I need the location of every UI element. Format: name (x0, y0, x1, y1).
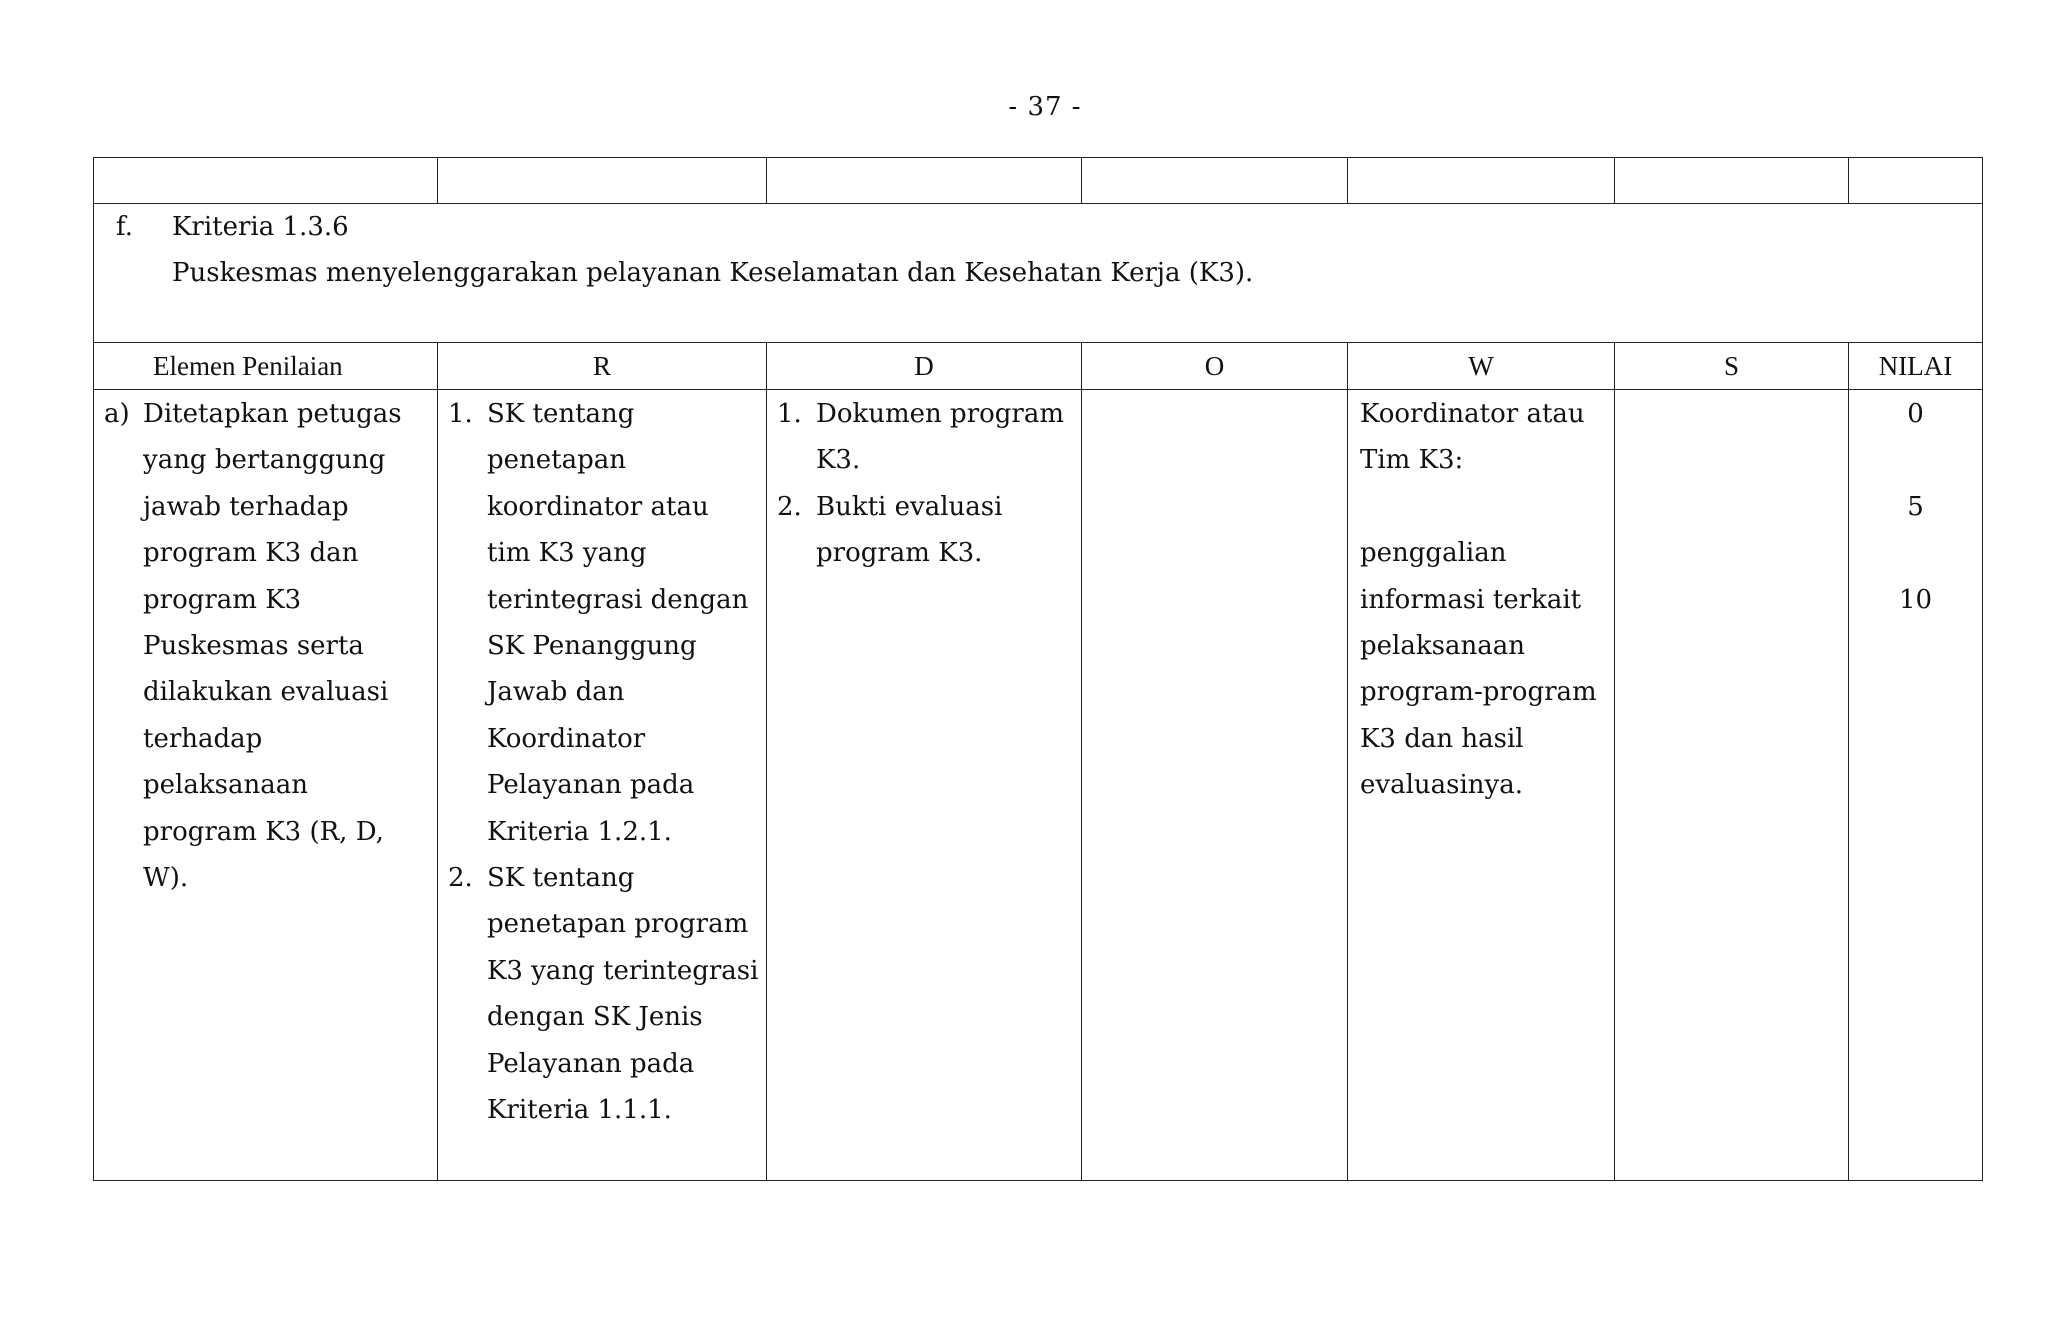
empty-cell (1849, 158, 1983, 204)
text-line: Puskesmas serta (143, 631, 364, 662)
page-number: - 37 - (1008, 92, 1082, 122)
r-cell (438, 390, 767, 1181)
text-line: evaluasinya. (1360, 770, 1523, 801)
header-w: W (1348, 343, 1615, 390)
text-line: Jawab dan (487, 677, 625, 708)
header-d: D (767, 343, 1082, 390)
kriteria-marker: f. (116, 212, 133, 242)
elemen-item (94, 391, 437, 901)
r-item (438, 391, 766, 855)
text-line: K3 dan hasil (1360, 723, 1524, 754)
w-cell (1348, 390, 1615, 1181)
r-item-marker: 2. (448, 863, 473, 894)
text-line: K3. (816, 445, 861, 476)
text-line: informasi terkait (1360, 584, 1582, 615)
empty-header-row (94, 158, 1983, 204)
nilai-value: 5 (1907, 491, 1924, 522)
text-line: W). (143, 863, 189, 894)
d-item-text (816, 484, 1081, 577)
header-elemen: Elemen Penilaian (94, 343, 438, 390)
kriteria-title: Kriteria 1.3.6 (172, 212, 349, 242)
empty-cell (1615, 158, 1849, 204)
text-line: pelaksanaan (143, 770, 308, 801)
r-item-text (487, 391, 766, 855)
empty-cell (438, 158, 767, 204)
s-cell (1615, 390, 1849, 1181)
d-item-marker: 1. (777, 399, 802, 429)
text-line: K3 yang terintegrasi (487, 955, 759, 986)
kriteria-description: Puskesmas menyelenggarakan pelayanan Keselamatan dan Kesehatan Kerja (K3). (172, 258, 1254, 288)
text-line: program K3 dan (143, 538, 359, 569)
text-line: Dokumen program (816, 399, 1065, 429)
empty-cell (1348, 158, 1615, 204)
text-line: Pelayanan pada (487, 770, 695, 801)
text-line: Kriteria 1.1.1. (487, 1095, 672, 1126)
d-cell (767, 390, 1082, 1181)
text-line: program K3 (R, D, (143, 816, 384, 847)
elemen-marker: a) (104, 399, 130, 429)
o-cell (1082, 390, 1348, 1181)
header-s: S (1615, 343, 1849, 390)
empty-cell (767, 158, 1082, 204)
text-line: Tim K3: (1360, 445, 1464, 476)
text-line: terintegrasi dengan (487, 584, 749, 615)
text-line: SK tentang (487, 863, 635, 894)
text-line: tim K3 yang (487, 538, 647, 569)
text-line: dengan SK Jenis (487, 1002, 703, 1033)
text-line: jawab terhadap (143, 491, 349, 522)
text-line: program-program (1360, 677, 1597, 708)
text-line: Ditetapkan petugas (143, 399, 402, 429)
elemen-cell (94, 390, 438, 1181)
blank-line (1360, 484, 1614, 530)
elemen-text (143, 391, 437, 901)
r-item (438, 855, 766, 1133)
empty-cell (94, 158, 438, 204)
d-item (767, 391, 1081, 484)
text-line: dilakukan evaluasi (143, 677, 389, 708)
column-header-row (94, 343, 1983, 390)
text-line: Koordinator atau (1360, 399, 1585, 429)
d-item-text (816, 391, 1081, 484)
text-line: Pelayanan pada (487, 1048, 695, 1079)
kriteria-row (94, 204, 1983, 343)
header-r: R (438, 343, 767, 390)
header-nilai: NILAI (1849, 343, 1983, 390)
d-item (767, 484, 1081, 577)
nilai-cell (1849, 390, 1983, 1181)
content-row (94, 390, 1983, 1181)
nilai-value: 10 (1898, 584, 1933, 615)
text-line: penggalian (1360, 538, 1507, 569)
text-line: program K3 (143, 584, 302, 615)
text-line: Bukti evaluasi (816, 491, 1003, 522)
text-line: penetapan program (487, 909, 749, 940)
d-item-marker: 2. (777, 491, 802, 522)
text-line: Koordinator (487, 723, 646, 754)
text-line: koordinator atau (487, 491, 709, 522)
text-line: Kriteria 1.2.1. (487, 816, 672, 847)
text-line: terhadap (143, 723, 263, 754)
r-item-text (487, 855, 766, 1133)
nilai-value: 0 (1907, 399, 1924, 429)
r-item-marker: 1. (448, 399, 473, 429)
text-line: SK Penanggung (487, 631, 697, 662)
header-o: O (1082, 343, 1348, 390)
empty-cell (1082, 158, 1348, 204)
text-line: program K3. (816, 538, 983, 569)
text-line: SK tentang (487, 399, 635, 429)
text-line: yang bertanggung (143, 445, 386, 476)
assessment-table (93, 157, 1983, 1181)
text-line: penetapan (487, 445, 627, 476)
kriteria-cell (94, 204, 1983, 343)
text-line: pelaksanaan (1360, 631, 1525, 662)
